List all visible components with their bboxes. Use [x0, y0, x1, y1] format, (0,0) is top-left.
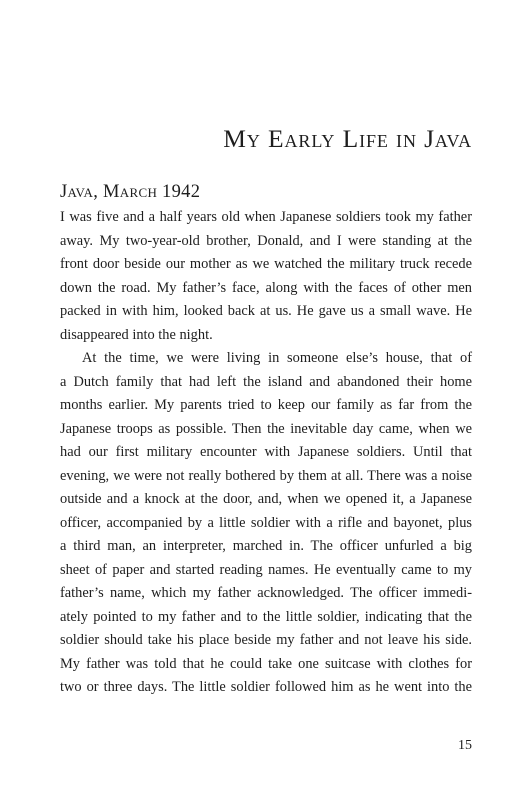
text-line: My father was told that he could take one suitcase with clothes for — [60, 655, 472, 672]
text-line: a Dutch family that had left the island and abandoned their home — [60, 373, 472, 390]
text-line: packed in with him, looked back at us. He gave us a small wave. He — [60, 303, 472, 319]
chapter-title: My Early Life in Java — [223, 124, 472, 153]
body-text — [60, 206, 472, 700]
text-line: months earlier. My parents tried to keep our family as far from the — [60, 397, 472, 413]
text-line: a third man, an interpreter, marched in. The officer unfurled a big — [60, 538, 472, 554]
text-line: two or three days. The little soldier followed him as he went into the — [60, 679, 472, 695]
text-line: ately pointed to my father and to the little soldier, indicating that the — [60, 608, 472, 625]
text-line: front door beside our mother as we watched the military truck recede — [60, 256, 472, 272]
page-number: 15 — [458, 738, 472, 753]
text-line: outside and a knock at the door, and, when we opened it, a Japanese — [60, 491, 472, 507]
text-line: down the road. My father’s face, along with the faces of other men — [60, 279, 472, 296]
paragraph-1 — [60, 206, 472, 347]
text-line: officer, accompanied by a little soldier with a rifle and bayonet, plus — [60, 514, 472, 531]
text-line: Japanese troops as possible. Then the inevitable day came, when we — [60, 420, 472, 437]
text-line: away. My two-year-old brother, Donald, and I were standing at the — [60, 232, 472, 249]
text-line: At the time, we were living in someone else’s house, that of — [82, 350, 472, 366]
text-line: father’s name, which my father acknowledged. The officer immedi- — [60, 585, 472, 601]
text-line: sheet of paper and started reading names. He eventually came to my — [60, 561, 472, 578]
text-line: had our first military encounter with Japanese soldiers. Until that — [60, 444, 472, 460]
text-line: evening, we were not really bothered by them at all. There was a noise — [60, 467, 472, 484]
text-line: soldier should take his place beside my father and not leave his side. — [60, 632, 472, 648]
section-heading: Java, March 1942 — [60, 182, 201, 202]
paragraph-2 — [60, 347, 472, 700]
text-line: disappeared into the night. — [60, 326, 213, 343]
text-line: I was five and a half years old when Japanese soldiers took my father — [60, 209, 472, 225]
